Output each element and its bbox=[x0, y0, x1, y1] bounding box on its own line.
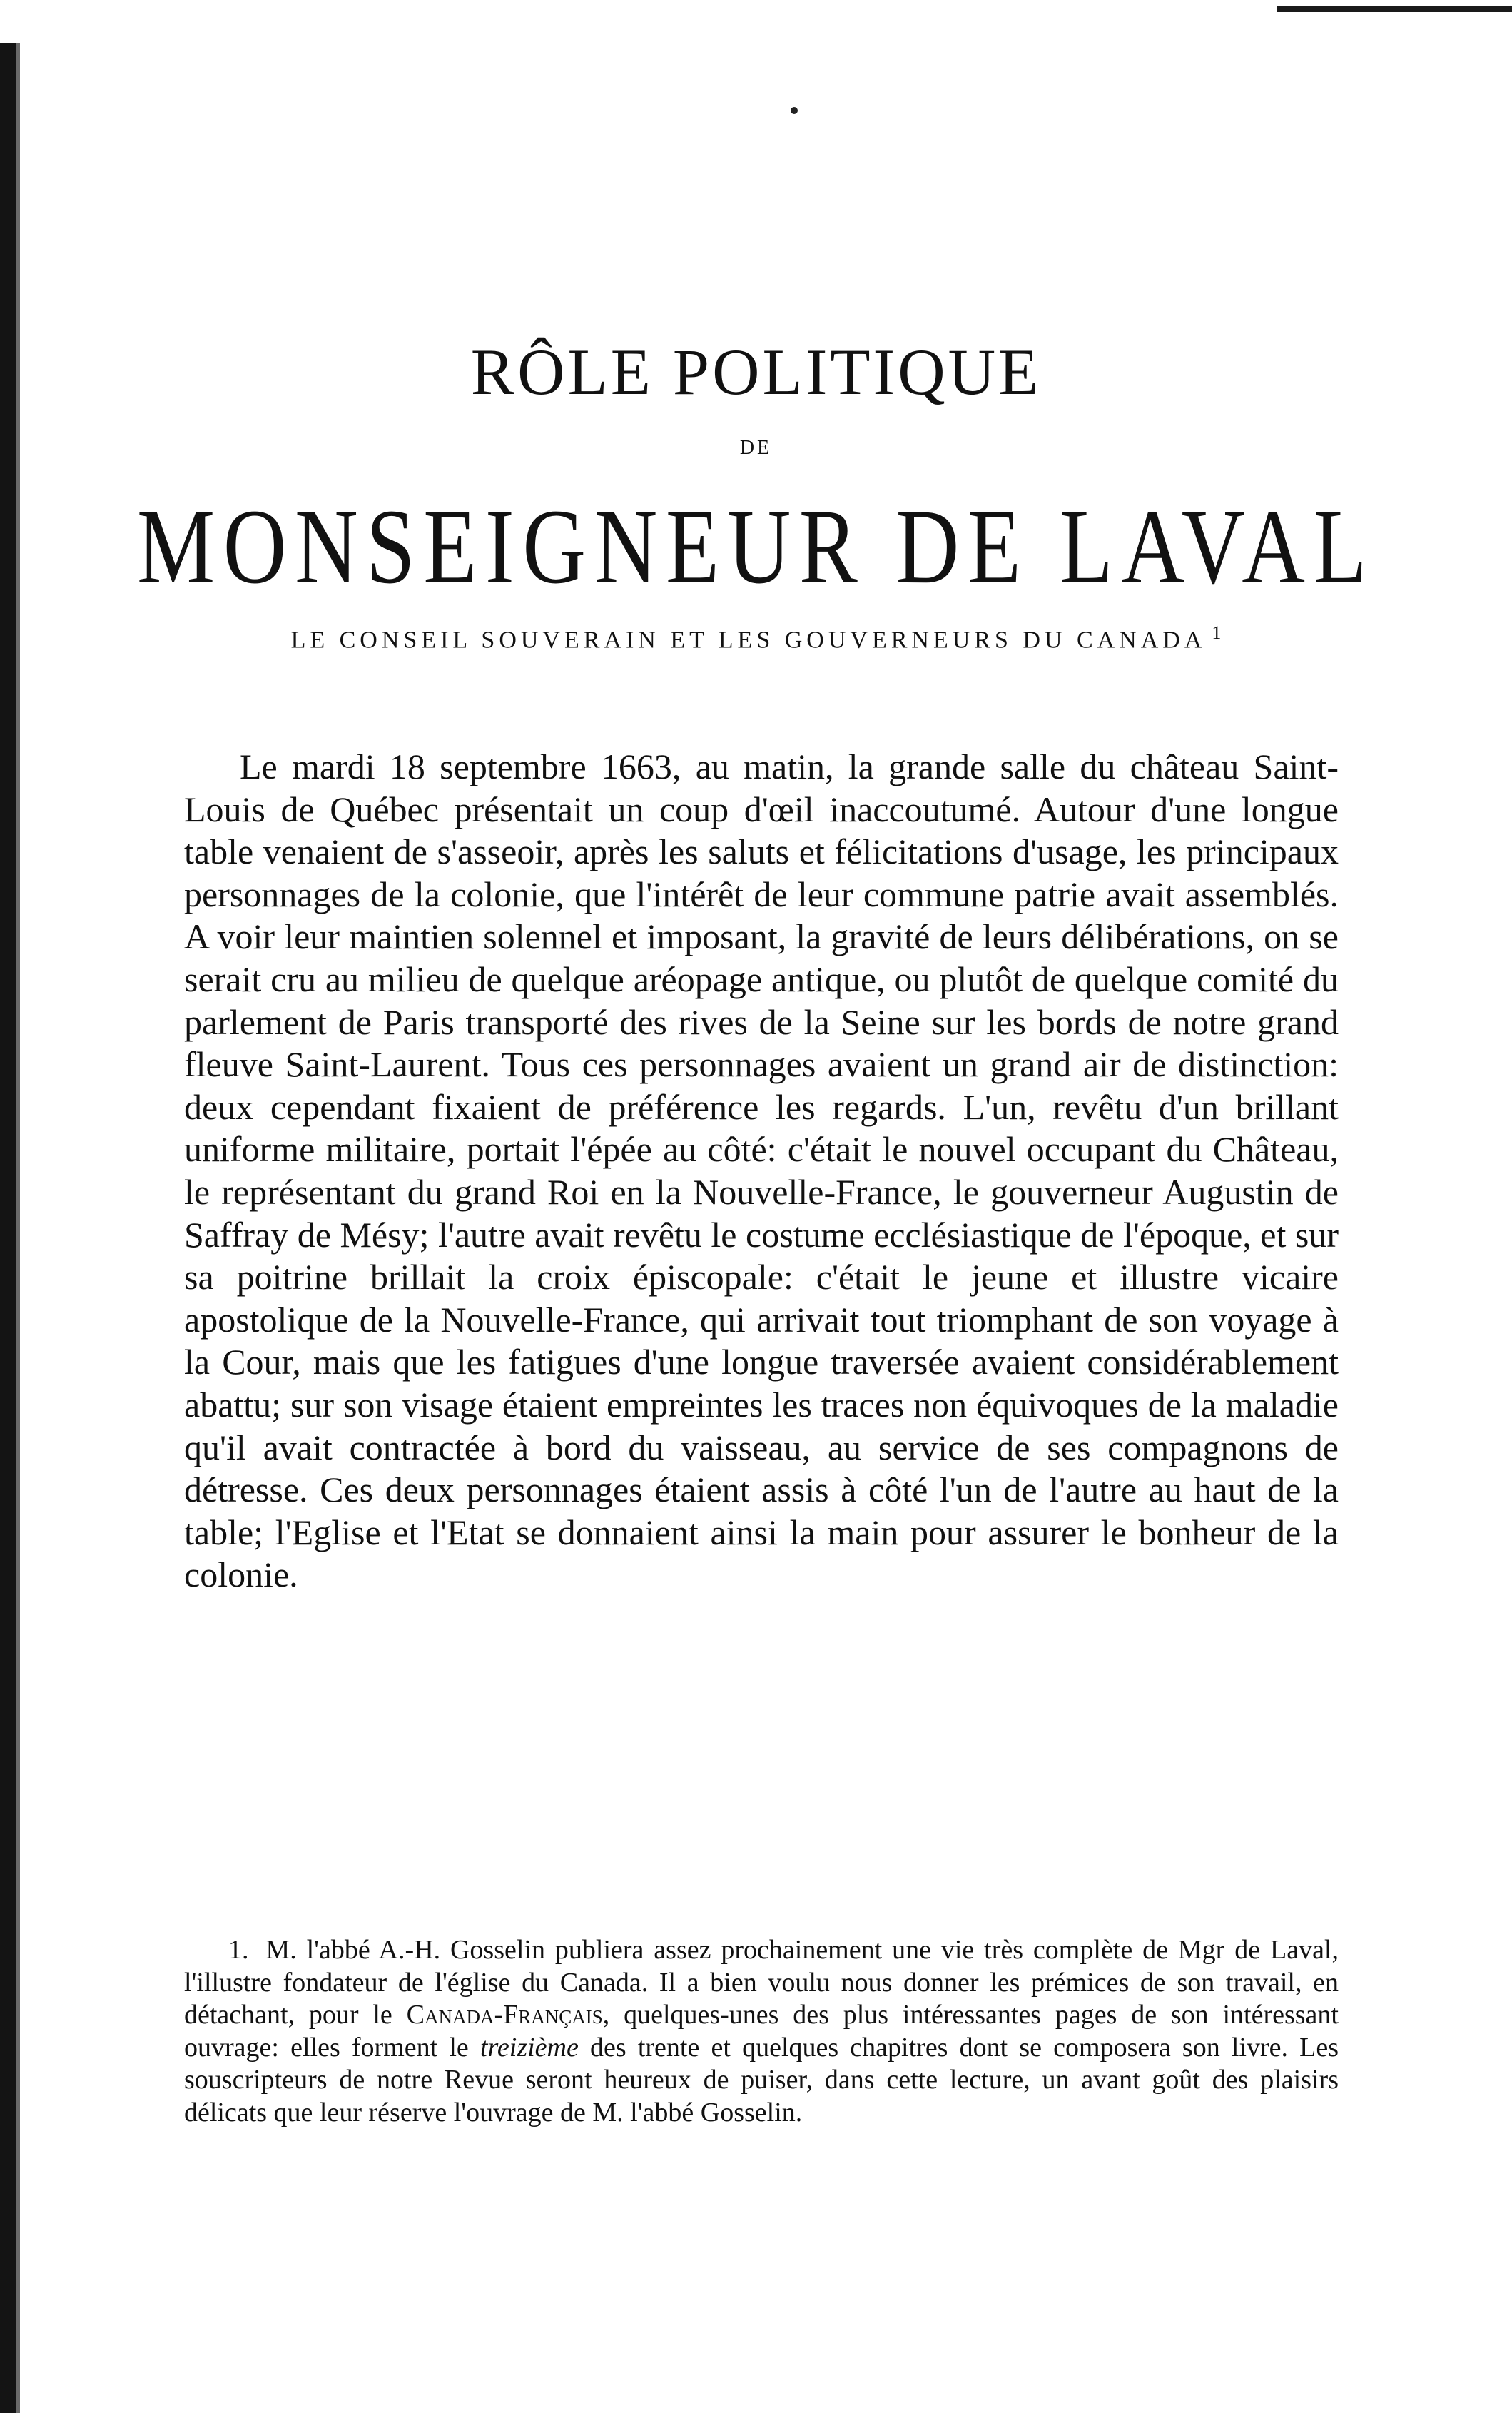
ink-dot-mark bbox=[791, 107, 798, 114]
body-paragraph: Le mardi 18 septembre 1663, au matin, la grande salle du château Saint-Louis de Québec présentait un coup d'œil inaccoutumé. Autour d'une longue table venaient de s'asseoir, après les saluts et félicitations d'usage, les principaux personnages de la colonie, que l'intérêt de leur commune patrie avait assemblés. A voir leur maintien solennel et imposant, la gravité de leurs délibérations, on se serait cru au milieu de quelque aréopage antique, ou plutôt de quelque comité du parlement de Paris transporté des rives de la Seine sur les bords de notre grand fleuve Saint-Laurent. Tous ces personnages avaient un grand air de distinction: deux cependant fixaient de préférence les regards. L'un, revêtu d'un brillant uniforme militaire, portait l'épée au côté: c'était le nouvel occupant du Château, le représentant du grand Roi en la Nouvelle-France, le gouverneur Augustin de Saffray de Mésy; l'autre avait revêtu le costume ecclésiastique de l'époque, et sur sa poitrine brillait la croix épiscopale: c'était le jeune et illustre vicaire apostolique de la Nouvelle-France, qui arrivait tout triomphant de son voyage à la Cour, mais que les fatigues d'une longue traversée avaient considérablement abattu; sur son visage étaient empreintes les traces non équivoques de la maladie qu'il avait contractée à bord du vaisseau, au service de ses compagnons de détresse. Ces deux personnages étaient assis à côté l'un de l'autre au haut de la table; l'Eglise et l'Etat se donnaient ainsi la main pour assurer le bonheur de la colonie. bbox=[184, 747, 1339, 1595]
footnote-journal-name: Canada-Français bbox=[406, 2000, 603, 2030]
footnote-number: 1. bbox=[228, 1935, 249, 1965]
subtitle-text: LE CONSEIL SOUVERAIN ET LES GOUVERNEURS DU CANADA bbox=[290, 627, 1207, 654]
title-line-2: MONSEIGNEUR DE LAVAL bbox=[136, 487, 1376, 606]
subtitle bbox=[0, 622, 1512, 654]
footnote-text-2: , quelques-unes des plus intéressantes pages de son intéressant ouvrage: elles forment le bbox=[184, 2000, 1339, 2063]
title-connector: DE bbox=[739, 437, 773, 459]
footnote-italic-word: treizième bbox=[480, 2032, 579, 2063]
footnote-marker: 1 bbox=[1212, 622, 1222, 643]
scan-border-top bbox=[1277, 6, 1512, 12]
footnote-text-3: des trente et quelques chapitres dont se composera son livre. Les souscripteurs de notre Revue seront heureux de puiser, dans cette lecture, un avant goût des plaisirs délicats que leur réserve l'ouvrage de M. l'abbé Gosselin. bbox=[184, 2032, 1339, 2128]
title-line-1: RÔLE POLITIQUE bbox=[470, 335, 1042, 408]
footnote-text-1: M. l'abbé A.-H. Gosselin publiera assez prochainement une vie très complète de Mgr de Laval, l'illustre fondateur de l'église du Canada. Il a bien voulu nous donner les prémices de son travail, en détachant, pour le bbox=[184, 1935, 1339, 2030]
footnote bbox=[184, 1934, 1339, 2129]
